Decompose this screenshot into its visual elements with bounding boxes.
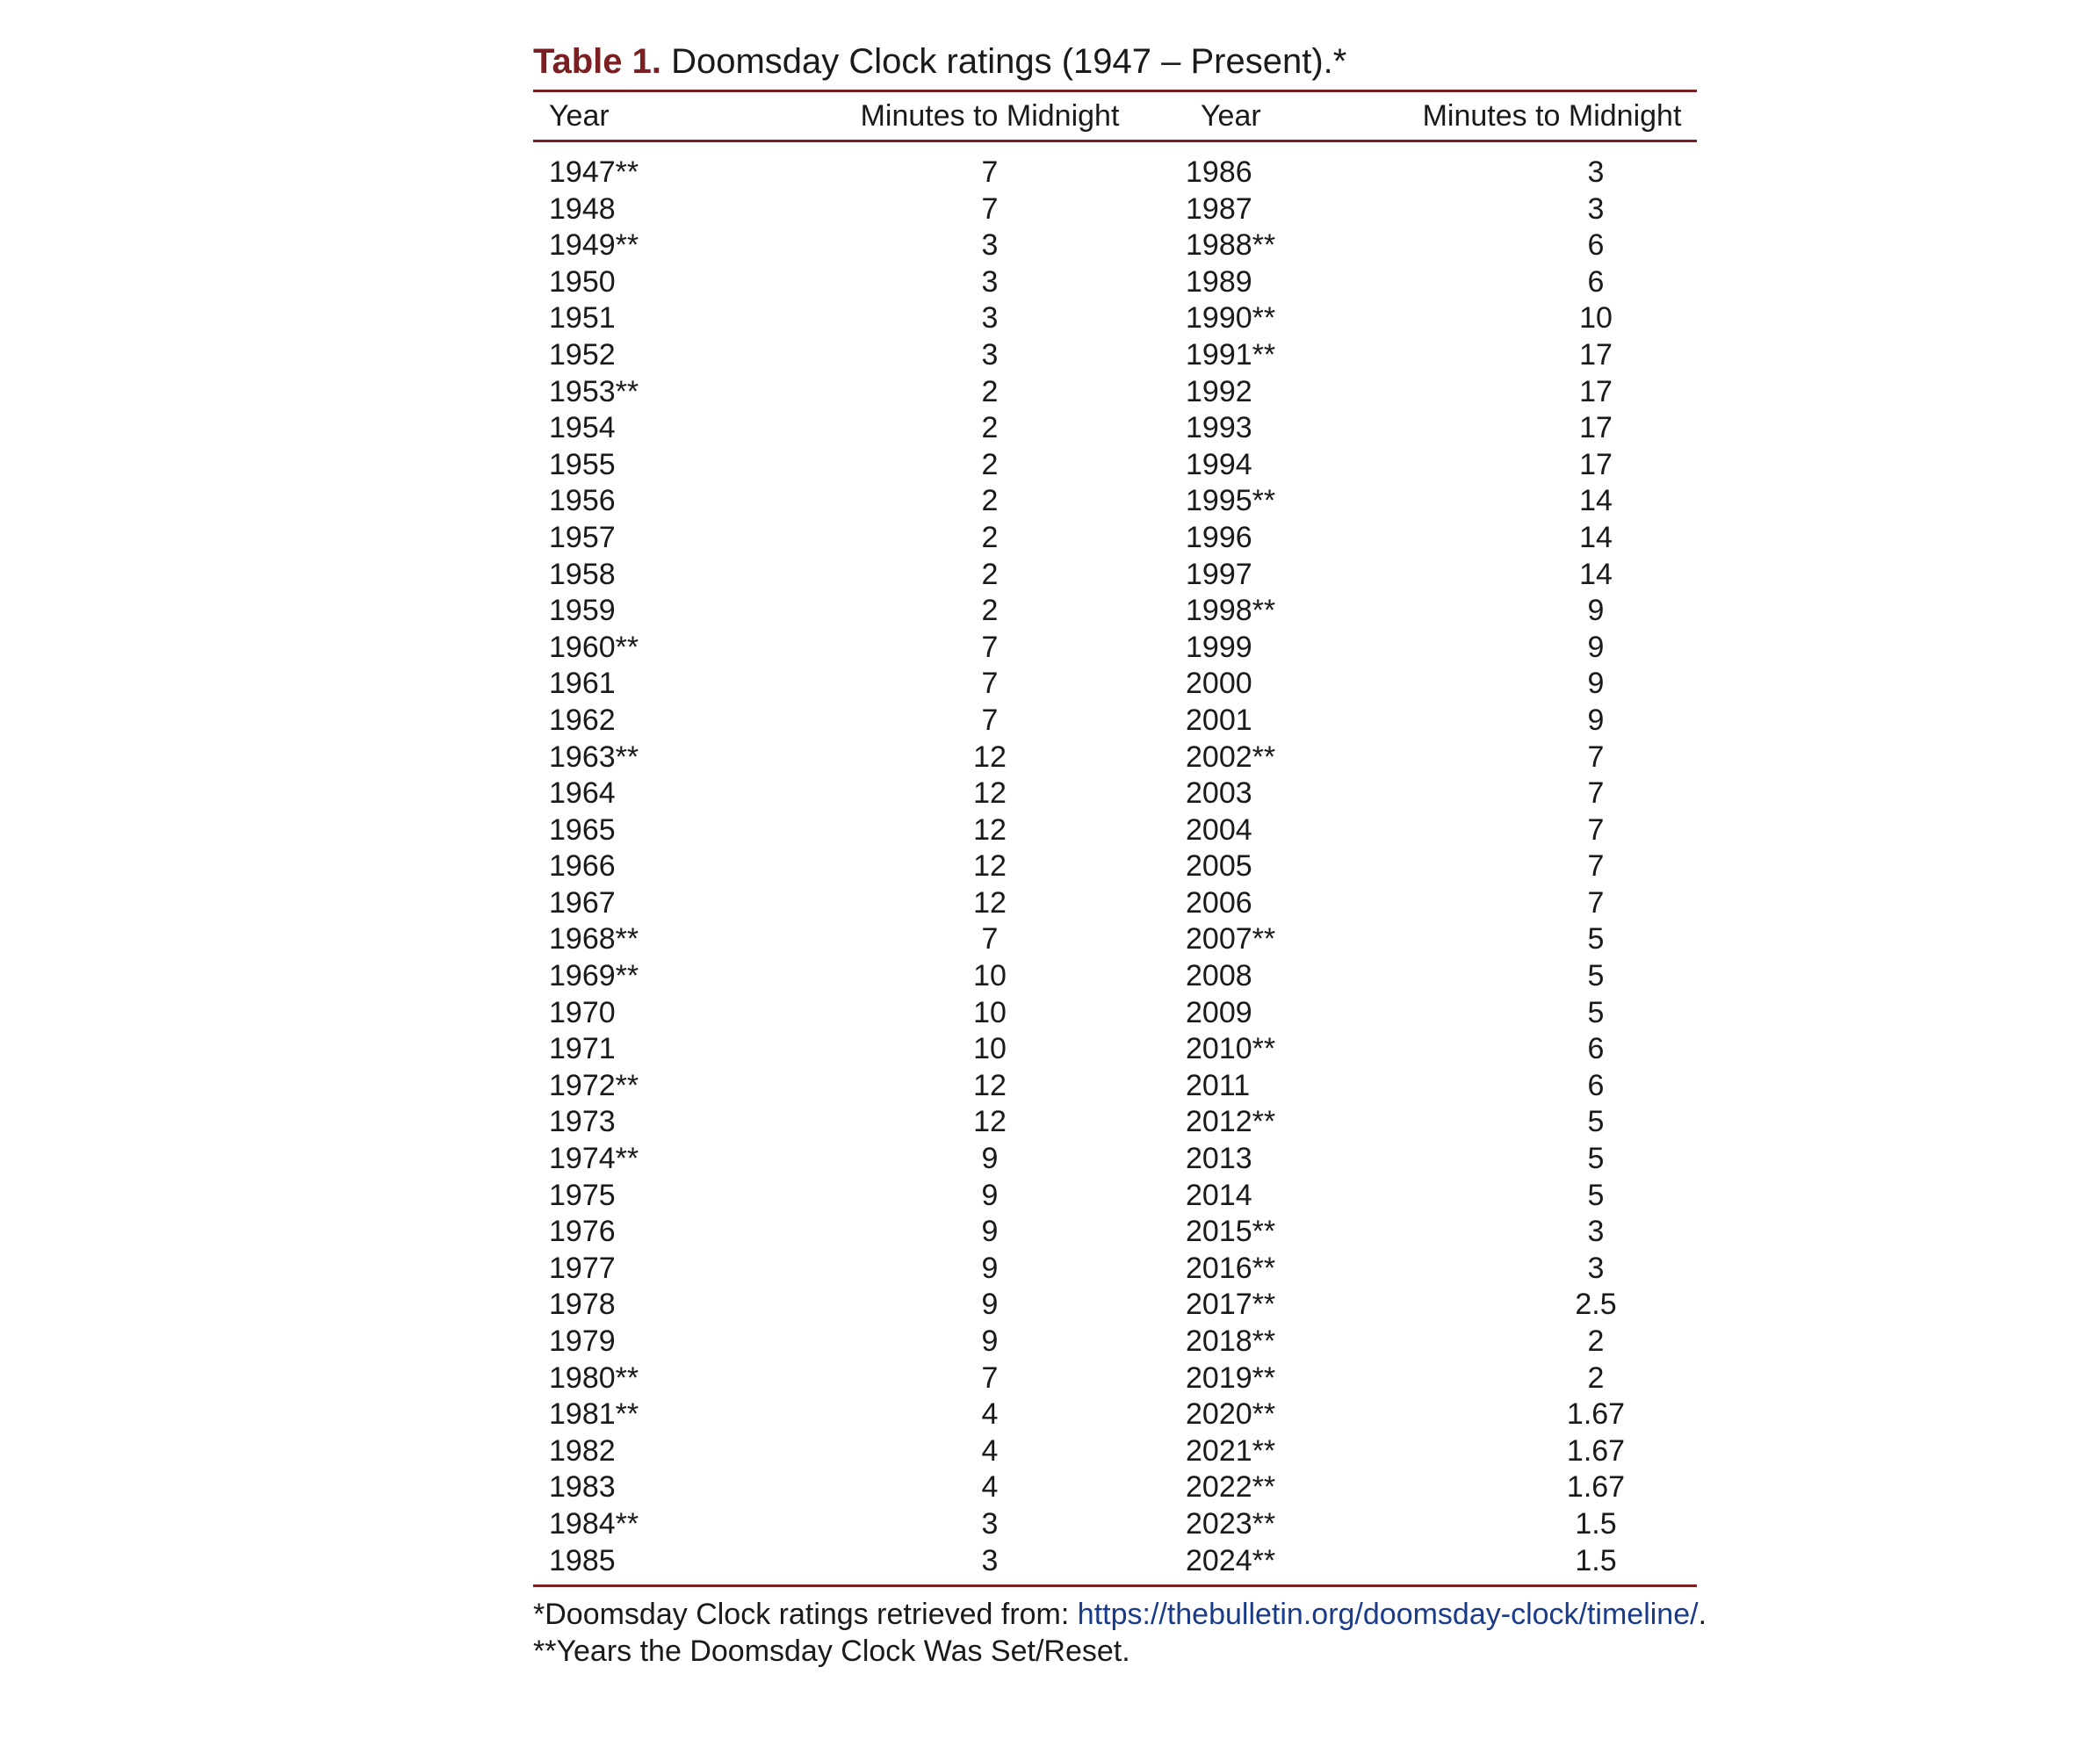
cell-minutes-left: 12 [973,885,1007,920]
cell-year-right: 2003 [1186,776,1252,811]
cell-year-left: 1968** [549,922,639,956]
cell-minutes-left: 2 [981,484,999,518]
footnote-source-suffix: . [1698,1598,1707,1632]
cell-minutes-left: 2 [981,557,999,591]
cell-year-left: 1965 [549,812,616,847]
table-bottom-rule [533,1584,1697,1587]
footnote-source-link[interactable]: https://thebulletin.org/doomsday-clock/timeline/ [1077,1598,1699,1632]
cell-year-right: 2015** [1186,1215,1276,1249]
cell-minutes-left: 2 [981,374,999,408]
cell-year-left: 1947** [549,155,639,189]
table-row [533,630,1697,667]
cell-minutes-right: 17 [1579,411,1613,445]
cell-year-left: 1949** [549,228,639,263]
table-header-row [533,92,1697,140]
cell-year-left: 1975 [549,1178,616,1212]
cell-year-right: 2020** [1186,1397,1276,1432]
cell-minutes-right: 7 [1587,885,1605,920]
table-row [533,1178,1697,1215]
cell-year-right: 2002** [1186,740,1276,774]
cell-year-right: 2005 [1186,849,1252,884]
cell-minutes-left: 10 [973,1032,1007,1066]
cell-year-right: 1990** [1186,301,1276,336]
cell-year-right: 2016** [1186,1251,1276,1285]
cell-minutes-right: 9 [1587,667,1605,701]
cell-year-right: 2011 [1186,1068,1251,1102]
cell-minutes-left: 4 [981,1397,999,1432]
table-row [533,410,1697,447]
cell-year-right: 2013 [1186,1142,1252,1176]
cell-minutes-right: 5 [1587,959,1605,993]
cell-minutes-right: 10 [1579,301,1613,336]
cell-minutes-right: 7 [1587,849,1605,884]
cell-minutes-left: 7 [981,667,999,701]
table-row [533,483,1697,520]
cell-year-left: 1952 [549,337,616,372]
header-minutes-left: Minutes to Midnight [860,99,1120,133]
cell-minutes-right: 14 [1579,557,1613,591]
cell-year-left: 1969** [549,959,639,993]
cell-minutes-left: 2 [981,411,999,445]
cell-year-left: 1954 [549,411,616,445]
cell-minutes-right: 1.67 [1566,1433,1626,1468]
cell-year-left: 1972** [549,1068,639,1102]
table-row [533,155,1697,191]
cell-minutes-left: 7 [981,703,999,737]
cell-year-right: 2008 [1186,959,1252,993]
cell-minutes-left: 12 [973,1068,1007,1102]
cell-year-right: 2006 [1186,885,1252,920]
table-body [533,142,1697,1579]
table-row [533,1433,1697,1470]
table-row [533,1214,1697,1251]
cell-minutes-left: 3 [981,1543,999,1577]
cell-minutes-left: 3 [981,264,999,299]
cell-year-left: 1974** [549,1142,639,1176]
cell-year-left: 1981** [549,1397,639,1432]
table-row [533,1360,1697,1397]
table-row [533,1031,1697,1068]
cell-minutes-right: 14 [1579,484,1613,518]
cell-year-right: 2017** [1186,1288,1276,1322]
cell-year-left: 1971 [549,1032,616,1066]
header-year-right: Year [1201,99,1261,133]
table-row [533,447,1697,484]
cell-minutes-right: 1.5 [1575,1543,1617,1577]
cell-minutes-right: 7 [1587,740,1605,774]
cell-year-left: 1960** [549,630,639,664]
cell-minutes-right: 3 [1587,191,1605,226]
cell-year-left: 1970 [549,995,616,1029]
cell-minutes-right: 5 [1587,1105,1605,1139]
table-row [533,1104,1697,1141]
table-row [533,1287,1697,1324]
cell-minutes-left: 9 [981,1215,999,1249]
table-row [533,1506,1697,1543]
cell-minutes-right: 2 [1587,1324,1605,1358]
cell-year-left: 1985 [549,1543,616,1577]
cell-minutes-right: 1.67 [1566,1470,1626,1505]
header-minutes-right: Minutes to Midnight [1422,99,1682,133]
cell-minutes-left: 3 [981,228,999,263]
table-row [533,848,1697,885]
cell-minutes-left: 3 [981,337,999,372]
table-row [533,958,1697,995]
table-row [533,1324,1697,1360]
cell-year-right: 1995** [1186,484,1276,518]
table-row [533,374,1697,411]
cell-year-right: 2010** [1186,1032,1276,1066]
cell-minutes-right: 2.5 [1575,1288,1617,1322]
cell-year-right: 1993 [1186,411,1252,445]
cell-minutes-left: 2 [981,447,999,481]
cell-minutes-left: 10 [973,995,1007,1029]
cell-year-right: 1992 [1186,374,1252,408]
cell-year-right: 1986 [1186,155,1252,189]
table-row [533,812,1697,849]
cell-minutes-left: 9 [981,1324,999,1358]
cell-minutes-left: 12 [973,849,1007,884]
cell-minutes-right: 14 [1579,520,1613,554]
cell-minutes-left: 12 [973,740,1007,774]
table-row [533,1141,1697,1178]
cell-year-right: 2019** [1186,1360,1276,1395]
cell-minutes-right: 7 [1587,812,1605,847]
cell-minutes-left: 7 [981,191,999,226]
table-row [533,1251,1697,1288]
table-row [533,740,1697,776]
cell-year-left: 1979 [549,1324,616,1358]
table-row [533,300,1697,337]
cell-minutes-right: 9 [1587,703,1605,737]
cell-minutes-right: 2 [1587,1360,1605,1395]
cell-year-right: 2009 [1186,995,1252,1029]
cell-minutes-right: 9 [1587,630,1605,664]
cell-minutes-right: 5 [1587,1142,1605,1176]
table-row [533,264,1697,301]
cell-minutes-right: 9 [1587,594,1605,628]
footnote-source [533,1596,1707,1633]
cell-minutes-right: 17 [1579,374,1613,408]
cell-year-left: 1983 [549,1470,616,1505]
table-row [533,520,1697,557]
cell-minutes-right: 3 [1587,1215,1605,1249]
cell-minutes-left: 9 [981,1251,999,1285]
cell-year-right: 2000 [1186,667,1252,701]
footnote-set-reset: **Years the Doomsday Clock Was Set/Reset. [533,1635,1130,1669]
cell-minutes-left: 4 [981,1433,999,1468]
table-row [533,593,1697,630]
cell-year-right: 2014 [1186,1178,1252,1212]
cell-minutes-left: 2 [981,594,999,628]
table-caption-text: Doomsday Clock ratings (1947 – Present).* [660,42,1347,81]
cell-minutes-right: 3 [1587,1251,1605,1285]
table-row [533,227,1697,264]
cell-year-left: 1973 [549,1105,616,1139]
cell-minutes-left: 9 [981,1178,999,1212]
table-row [533,337,1697,374]
cell-minutes-left: 2 [981,520,999,554]
cell-year-right: 1999 [1186,630,1252,664]
cell-year-left: 1962 [549,703,616,737]
table-footnotes [533,1596,1707,1670]
cell-year-left: 1953** [549,374,639,408]
cell-year-right: 1994 [1186,447,1252,481]
cell-minutes-right: 1.67 [1566,1397,1626,1432]
table-row [533,885,1697,922]
cell-year-right: 2021** [1186,1433,1276,1468]
cell-year-right: 2024** [1186,1543,1276,1577]
cell-minutes-right: 5 [1587,995,1605,1029]
table-row [533,1469,1697,1506]
cell-minutes-right: 6 [1587,1032,1605,1066]
cell-minutes-right: 5 [1587,922,1605,956]
table-row [533,703,1697,740]
table-caption [533,40,1697,84]
cell-year-left: 1976 [549,1215,616,1249]
cell-year-left: 1951 [549,301,616,336]
table-row [533,191,1697,228]
cell-minutes-left: 10 [973,959,1007,993]
cell-year-right: 2018** [1186,1324,1276,1358]
table-row [533,1397,1697,1433]
cell-minutes-right: 17 [1579,337,1613,372]
cell-year-right: 1987 [1186,191,1252,226]
cell-year-left: 1964 [549,776,616,811]
cell-minutes-right: 7 [1587,776,1605,811]
cell-year-right: 2022** [1186,1470,1276,1505]
cell-year-left: 1955 [549,447,616,481]
cell-minutes-right: 6 [1587,228,1605,263]
cell-year-left: 1950 [549,264,616,299]
table-row [533,557,1697,594]
cell-minutes-right: 3 [1587,155,1605,189]
cell-year-left: 1957 [549,520,616,554]
cell-minutes-left: 12 [973,776,1007,811]
cell-year-right: 2023** [1186,1506,1276,1541]
cell-year-left: 1956 [549,484,616,518]
cell-year-left: 1984** [549,1506,639,1541]
cell-year-right: 1988** [1186,228,1276,263]
cell-year-right: 1991** [1186,337,1276,372]
cell-minutes-left: 12 [973,1105,1007,1139]
cell-year-right: 1996 [1186,520,1252,554]
cell-minutes-left: 12 [973,812,1007,847]
cell-minutes-left: 9 [981,1142,999,1176]
cell-minutes-left: 4 [981,1470,999,1505]
table-document [533,40,1707,1670]
cell-minutes-left: 7 [981,922,999,956]
cell-minutes-right: 6 [1587,1068,1605,1102]
header-year-left: Year [549,99,610,133]
table-caption-label: Table 1. [533,42,661,81]
cell-year-left: 1982 [549,1433,616,1468]
cell-year-left: 1963** [549,740,639,774]
cell-minutes-left: 7 [981,630,999,664]
cell-minutes-right: 17 [1579,447,1613,481]
cell-minutes-left: 3 [981,301,999,336]
cell-year-left: 1967 [549,885,616,920]
cell-minutes-right: 6 [1587,264,1605,299]
cell-year-left: 1966 [549,849,616,884]
footnote-source-prefix: *Doomsday Clock ratings retrieved from: [533,1598,1078,1632]
cell-minutes-right: 5 [1587,1178,1605,1212]
cell-year-right: 1989 [1186,264,1252,299]
cell-year-left: 1961 [549,667,616,701]
table-row [533,921,1697,958]
cell-minutes-right: 1.5 [1575,1506,1617,1541]
cell-year-right: 2007** [1186,922,1276,956]
cell-minutes-left: 7 [981,1360,999,1395]
table-row [533,995,1697,1032]
cell-year-left: 1977 [549,1251,616,1285]
cell-year-left: 1948 [549,191,616,226]
table-row [533,1543,1697,1580]
table-row [533,666,1697,703]
cell-minutes-left: 7 [981,155,999,189]
cell-year-right: 2012** [1186,1105,1276,1139]
cell-year-right: 1997 [1186,557,1252,591]
cell-year-right: 2004 [1186,812,1252,847]
table-row [533,1068,1697,1105]
cell-year-right: 2001 [1186,703,1252,737]
cell-year-left: 1980** [549,1360,639,1395]
cell-minutes-left: 3 [981,1506,999,1541]
cell-year-left: 1978 [549,1288,616,1322]
cell-minutes-left: 9 [981,1288,999,1322]
table-row [533,776,1697,812]
cell-year-left: 1959 [549,594,616,628]
cell-year-right: 1998** [1186,594,1276,628]
cell-year-left: 1958 [549,557,616,591]
